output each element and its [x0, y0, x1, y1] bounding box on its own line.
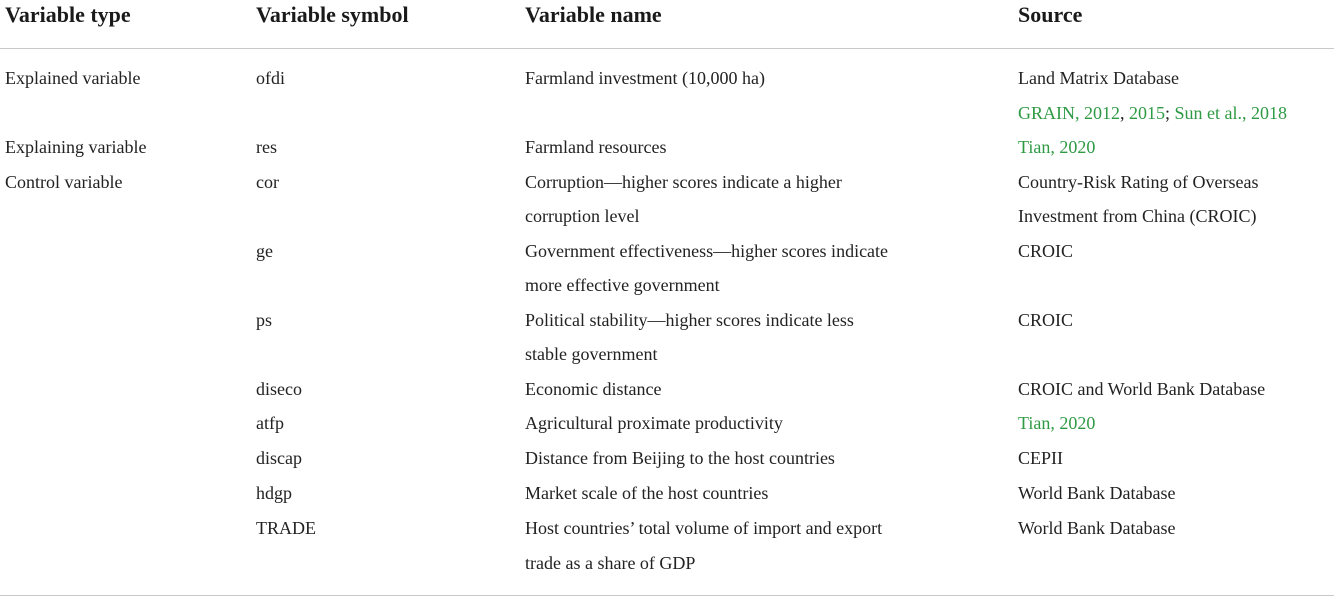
source-cell: CROIC: [1018, 309, 1074, 330]
table-row: [0, 130, 1334, 165]
variable-symbol-cell: hdgp: [256, 483, 292, 504]
table-row: [0, 372, 1334, 407]
variable-type-cell: Control variable: [5, 171, 123, 192]
variable-symbol-cell: ge: [256, 240, 273, 261]
citation-link[interactable]: Tian, 2020: [1018, 137, 1096, 157]
variable-name-cell: Farmland resources: [525, 137, 667, 157]
source-cell: Country-Risk Rating of Overseas Investment from China (CROIC): [1018, 171, 1259, 227]
variable-name-cell: Host countries’ total volume of import and export trade as a share of GDP: [525, 518, 883, 573]
variable-symbol-cell: discap: [256, 448, 302, 469]
source-cell: [1018, 406, 1328, 441]
table-header: [0, 0, 1334, 49]
source-cell: World Bank Database: [1018, 518, 1176, 539]
source-cell: CEPII: [1018, 448, 1063, 469]
variable-symbol-cell: atfp: [256, 413, 284, 434]
citation-link[interactable]: Sun et al., 2018: [1174, 102, 1288, 123]
table-row: [0, 511, 1334, 580]
header-variable-name: Variable name: [525, 2, 662, 27]
table-row: [0, 406, 1334, 441]
variable-type-cell: Explained variable: [5, 68, 141, 88]
citation-link[interactable]: GRAIN, 2012: [1018, 102, 1120, 123]
table-row: [0, 234, 1334, 303]
variable-symbol-cell: diseco: [256, 378, 302, 399]
table-row: [0, 303, 1334, 372]
header-variable-type: Variable type: [5, 2, 131, 27]
table-body: [0, 49, 1334, 580]
table-row: [0, 165, 1334, 234]
citation-link[interactable]: Tian, 2020: [1018, 413, 1096, 434]
source-refs: GRAIN, 2012, 2015; Sun et al., 2018: [1018, 102, 1288, 123]
table-row: [0, 61, 1334, 130]
variable-name-cell: Market scale of the host countries: [525, 483, 769, 504]
source-cell: World Bank Database: [1018, 483, 1176, 504]
table-row: [0, 441, 1334, 476]
source-cell: CROIC and World Bank Database: [1018, 378, 1266, 399]
variable-symbol-cell: cor: [256, 171, 279, 192]
table-row: [0, 476, 1334, 511]
variable-symbol-cell: res: [256, 137, 277, 157]
variable-name-cell: Farmland investment (10,000 ha): [525, 68, 765, 88]
variable-name-cell: Agricultural proximate productivity: [525, 413, 783, 434]
source-cell: CROIC: [1018, 240, 1074, 261]
variable-type-cell: Explaining variable: [5, 137, 147, 157]
variable-name-cell: Distance from Beijing to the host countries: [525, 448, 835, 469]
citation-link[interactable]: 2015: [1129, 102, 1165, 123]
variable-name-cell: Corruption—higher scores indicate a higher corruption level: [525, 171, 842, 227]
variable-symbol-cell: ofdi: [256, 68, 285, 88]
source-text: Land Matrix Database: [1018, 68, 1179, 88]
header-variable-symbol: Variable symbol: [256, 2, 409, 27]
variable-symbol-cell: TRADE: [256, 518, 316, 539]
header-source: Source: [1018, 2, 1083, 27]
variable-symbol-cell: ps: [256, 309, 273, 330]
variable-name-cell: Government effectiveness—higher scores indicate more effective government: [525, 240, 889, 296]
source-cell: [1018, 61, 1328, 130]
variable-name-cell: Economic distance: [525, 378, 662, 399]
source-cell: [1018, 130, 1328, 165]
table-bottom-rule: [0, 595, 1334, 596]
variable-name-cell: Political stability—higher scores indicate less stable government: [525, 309, 854, 365]
